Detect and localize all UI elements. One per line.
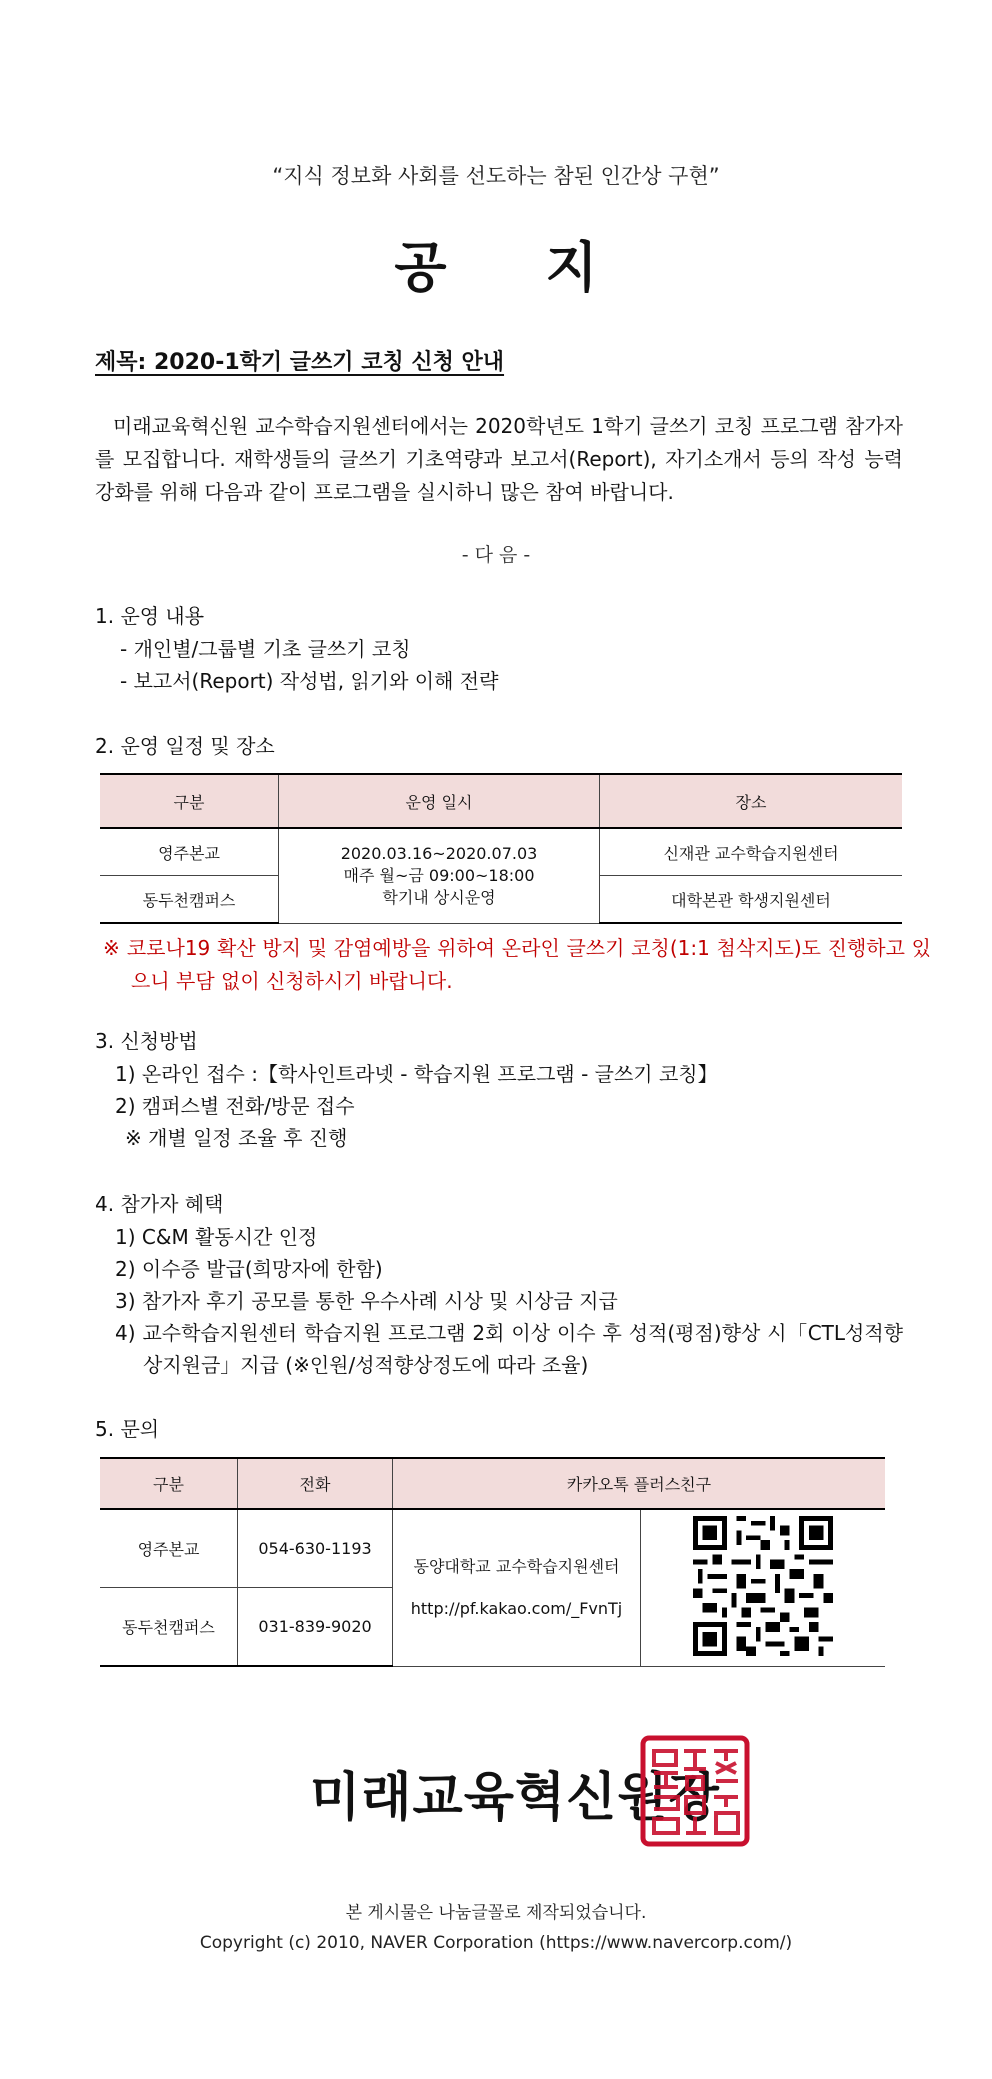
section-3-item: ※ 개별 일정 조율 후 진행	[125, 1126, 348, 1150]
kakao-cell	[393, 1509, 641, 1666]
section-1-item: - 보고서(Report) 작성법, 읽기와 이해 전략	[120, 669, 499, 693]
subject-heading: 제목: 2020-1학기 글쓰기 코칭 신청 안내	[95, 350, 505, 375]
place-cell: 대학본관 학생지원센터	[600, 876, 903, 924]
qr-cell	[641, 1509, 886, 1666]
place-cell: 신재관 교수학습지원센터	[600, 828, 903, 876]
table-row	[100, 828, 902, 876]
seal-stamp-icon	[640, 1735, 750, 1847]
section-1-item: - 개인별/그룹별 기초 글쓰기 코칭	[120, 637, 411, 661]
section-4-title: 4. 참가자 혜택	[95, 1192, 224, 1216]
section-4-item: 2) 이수증 발급(희망자에 한함)	[115, 1257, 383, 1281]
footer-copyright: Copyright (c) 2010, NAVER Corporation (https://www.navercorp.com/)	[199, 1933, 793, 1953]
table-header: 구분	[100, 774, 279, 828]
schedule-note: 학기내 상시운영	[382, 887, 496, 907]
phone-cell: 054-630-1193	[238, 1509, 393, 1588]
intro-paragraph: 미래교육혁신원 교수학습지원센터에서는 2020학년도 1학기 글쓰기 코칭 프로그램 참가자를 모집합니다. 재학생들의 글쓰기 기초역량과 보고서(Report), 자기소개서 등의 작성 능력 강화를 위해 다음과 같이 프로그램을 실시하니 많은 참여 바랍니다.	[95, 414, 903, 504]
table-header: 전화	[238, 1458, 393, 1509]
schedule-table	[100, 773, 902, 924]
table-row	[100, 1509, 885, 1588]
section-4-item: 3) 참가자 후기 공모를 통한 우수사례 시상 및 시상금 지급	[115, 1289, 618, 1313]
section-3-item: 2) 캠퍼스별 전화/방문 접수	[115, 1094, 355, 1118]
kakao-link[interactable]: http://pf.kakao.com/_FvnTj	[410, 1598, 623, 1618]
section-3-item: 1) 온라인 접수 :【학사인트라넷 - 학습지원 프로그램 - 글쓰기 코칭】	[115, 1062, 718, 1086]
section-2-title: 2. 운영 일정 및 장소	[95, 734, 275, 758]
campus-cell: 동두천캠퍼스	[100, 876, 279, 924]
kakao-name: 동양대학교 교수학습지원센터	[413, 1556, 620, 1576]
phone-cell: 031-839-9020	[238, 1588, 393, 1667]
table-header: 구분	[100, 1458, 238, 1509]
daum-divider: - 다 음 -	[461, 544, 531, 566]
qr-code-icon	[693, 1516, 833, 1656]
org-signature: 미래교육혁신원장	[310, 1768, 720, 1828]
page-title: 공 지	[394, 236, 638, 299]
footer	[0, 1898, 992, 1958]
campus-cell: 영주본교	[100, 1509, 238, 1588]
section-3-title: 3. 신청방법	[95, 1029, 198, 1053]
schedule-cell	[279, 828, 600, 923]
schedule-hours: 매주 월~금 09:00~18:00	[343, 865, 535, 885]
motto: “지식 정보화 사회를 선도하는 참된 인간상 구현”	[272, 164, 720, 188]
footer-font-credit: 본 게시물은 나눔글꼴로 제작되었습니다.	[345, 1903, 647, 1923]
table-header: 카카오톡 플러스친구	[393, 1458, 886, 1509]
campus-cell: 동두천캠퍼스	[100, 1588, 238, 1667]
section-1-title: 1. 운영 내용	[95, 604, 205, 628]
section-5-title: 5. 문의	[95, 1417, 160, 1441]
table-header: 장소	[600, 774, 903, 828]
campus-cell: 영주본교	[100, 828, 279, 876]
covid-notice: ※ 코로나19 확산 방지 및 감염예방을 위하여 온라인 글쓰기 코칭(1:1 첨삭지도)도 진행하고 있으니 부담 없이 신청하시기 바랍니다.	[103, 936, 931, 993]
section-4-item: 1) C&M 활동시간 인정	[115, 1225, 318, 1249]
schedule-dates: 2020.03.16~2020.07.03	[340, 843, 538, 863]
table-header: 운영 일시	[279, 774, 600, 828]
section-4-item: 4) 교수학습지원센터 학습지원 프로그램 2회 이상 이수 후 성적(평점)향상 시「CTL성적향상지원금」지급 (※인원/성적향상정도에 따라 조율)	[115, 1321, 903, 1377]
contact-table	[100, 1457, 885, 1667]
